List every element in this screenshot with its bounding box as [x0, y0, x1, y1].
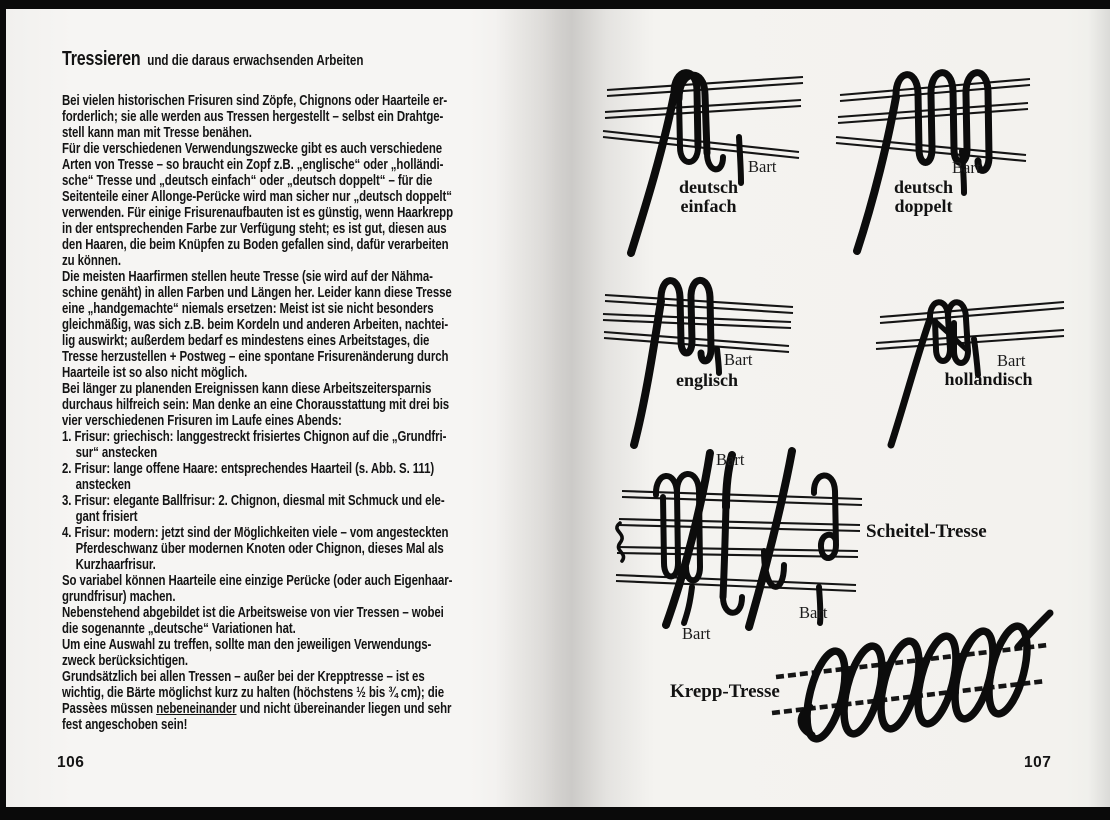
- text-line: verwenden. Für einige Frisurenaufbauten ist es günstig, wenn Haarkrepp: [62, 205, 453, 221]
- caption-englisch: englisch: [675, 370, 738, 390]
- left-page-text: [62, 48, 622, 733]
- text-line: den Haaren, die beim Knüpfen zu Boden gefallen sind, dafür verarbeiten: [62, 237, 449, 253]
- bart-label-englisch: Bart: [724, 350, 753, 369]
- chapter-title: Tressieren: [62, 48, 141, 70]
- text-line: sur“ anstecken: [75, 445, 158, 461]
- bart-label-deutsch-einfach: Bart: [748, 157, 777, 176]
- caption-scheitel-tresse: Scheitel-Tresse: [866, 521, 987, 542]
- bart-label-scheitel-bottom-right: Bart: [799, 603, 828, 622]
- text-line: Pferdeschwanz über modernen Knoten oder Chignon, dieses Mal als: [75, 541, 444, 557]
- page-number-left: 106: [57, 754, 85, 771]
- text-line: 1. Frisur: griechisch: langgestreckt frisiertes Chignon auf die „Grundfri-: [62, 429, 447, 445]
- text-line: anstecken: [75, 477, 131, 493]
- text-line: Für die verschiedenen Verwendungszwecke gibt es auch verschiedene: [62, 141, 443, 157]
- text-line: gleichmäßig, was sich z.B. beim Kordeln und anderen Arbeiten, nachtei-: [62, 317, 449, 333]
- text-line: Grundsätzlich bei allen Tressen – außer bei der Krepptresse – ist es: [62, 669, 425, 685]
- englisch-diagram: [601, 269, 799, 453]
- text-line: 4. Frisur: modern: jetzt sind der Möglichkeiten viele – vom angesteckten: [62, 525, 449, 541]
- text-line: Tresse herzustellen + Postweg – eine spontane Frisurenänderung durch: [62, 349, 449, 365]
- deutsch-doppelt-diagram: [832, 59, 1037, 267]
- krepp-tresse-diagram: [768, 607, 1058, 759]
- text-line: 2. Frisur: lange offene Haare: entsprechendes Haarteil (s. Abb. S. 111): [62, 461, 435, 477]
- text-line: Um eine Auswahl zu treffen, sollte man den jeweiligen Verwendungs-: [62, 637, 432, 653]
- text-line: 3. Frisur: elegante Ballfrisur: 2. Chignon, diesmal mit Schmuck und ele-: [62, 493, 445, 509]
- text-line: vier verschiedenen Frisuren im Laufe eines Abends:: [62, 413, 342, 429]
- text-line: Haarteile ist so also nicht möglich.: [62, 365, 248, 381]
- text-line: forderlich; sie alle werden aus Tressen hergestellt – selbst ein Drahtge-: [62, 109, 444, 125]
- text-line: zweck berücksichtigen.: [62, 653, 189, 669]
- chapter-heading: [62, 48, 622, 71]
- text-line: Die meisten Haarfirmen stellen heute Tresse (sie wird auf der Nähma-: [62, 269, 433, 285]
- body-text: [62, 93, 622, 733]
- bart-label-scheitel-top: Bart: [716, 450, 745, 469]
- text-line: durchaus hilfreich sein: Man denke an eine Chorausstattung mit drei bis: [62, 397, 450, 413]
- text-line: fest angeschoben sein!: [62, 717, 188, 733]
- text-line: Bei länger zu planenden Ereignissen kann diese Arbeitszeitersparnis: [62, 381, 432, 397]
- caption-hollaendisch: holländisch: [944, 369, 1033, 389]
- text-line: sche“ Tresse und „deutsch einfach“ oder „deutsch doppelt“ – für die: [62, 173, 433, 189]
- text-line: die sogenannte „deutsche“ Variationen hat.: [62, 621, 296, 637]
- text-line: So variabel können Haarteile eine einzige Perücke (oder auch Eigenhaar-: [62, 573, 453, 589]
- caption-deutsch-einfach: deutsch einfach: [678, 177, 738, 216]
- text-line: stell kann man mit Tresse benähen.: [62, 125, 252, 141]
- text-line: Arten von Tresse – so braucht ein Zopf z.B. „englische“ oder „holländi-: [62, 157, 444, 173]
- underlined-word: nebeneinander: [156, 701, 237, 717]
- text-line: gant frisiert: [75, 509, 138, 525]
- deutsch-einfach-diagram: [601, 55, 809, 267]
- text-line: eine „handgemachte“ niemals ersetzen: Meist ist sie nicht besonders: [62, 301, 434, 317]
- text-line: in der entsprechenden Farbe zur Verfügung steht; es ist gut, diesen aus: [62, 221, 447, 237]
- text-line: schine genäht) in allen Farben und Längen her. Leider kann diese Tresse: [62, 285, 452, 301]
- text-line: grundfrisur) machen.: [62, 589, 176, 605]
- caption-deutsch-doppelt: deutsch doppelt: [893, 177, 953, 216]
- chapter-subtitle: und die daraus erwachsenden Arbeiten: [147, 53, 364, 69]
- bart-label-hollaendisch: Bart: [997, 351, 1026, 370]
- book-spread: [6, 9, 1110, 807]
- text-line: Nebenstehend abgebildet ist die Arbeitsweise von vier Tressen – wobei: [62, 605, 444, 621]
- text-line: Passèes müssen nebeneinander und nicht übereinander liegen und sehr: [62, 701, 452, 717]
- text-line: wichtig, die Bärte möglichst kurz zu halten (höchstens ½ bis ¾ cm); die: [62, 685, 444, 701]
- caption-krepp-tresse: Krepp-Tresse: [670, 681, 780, 702]
- text-line: Seitenteile einer Allonge-Perücke wird man sicher nur „deutsch doppelt“: [62, 189, 452, 205]
- page-edge-shadow: [1088, 9, 1110, 807]
- bart-label-scheitel-bottom-left: Bart: [682, 624, 711, 643]
- text-line: Kurzhaarfrisur.: [75, 557, 156, 573]
- page-number-right: 107: [1024, 754, 1052, 771]
- text-line: Bei vielen historischen Frisuren sind Zöpfe, Chignons oder Haarteile er-: [62, 93, 448, 109]
- bart-label-deutsch-doppelt: Bart: [952, 158, 981, 177]
- text-line: zu können.: [62, 253, 121, 269]
- text-line: lig auswirkt; außerdem bedarf es mindestens eines Arbeitstages, die: [62, 333, 430, 349]
